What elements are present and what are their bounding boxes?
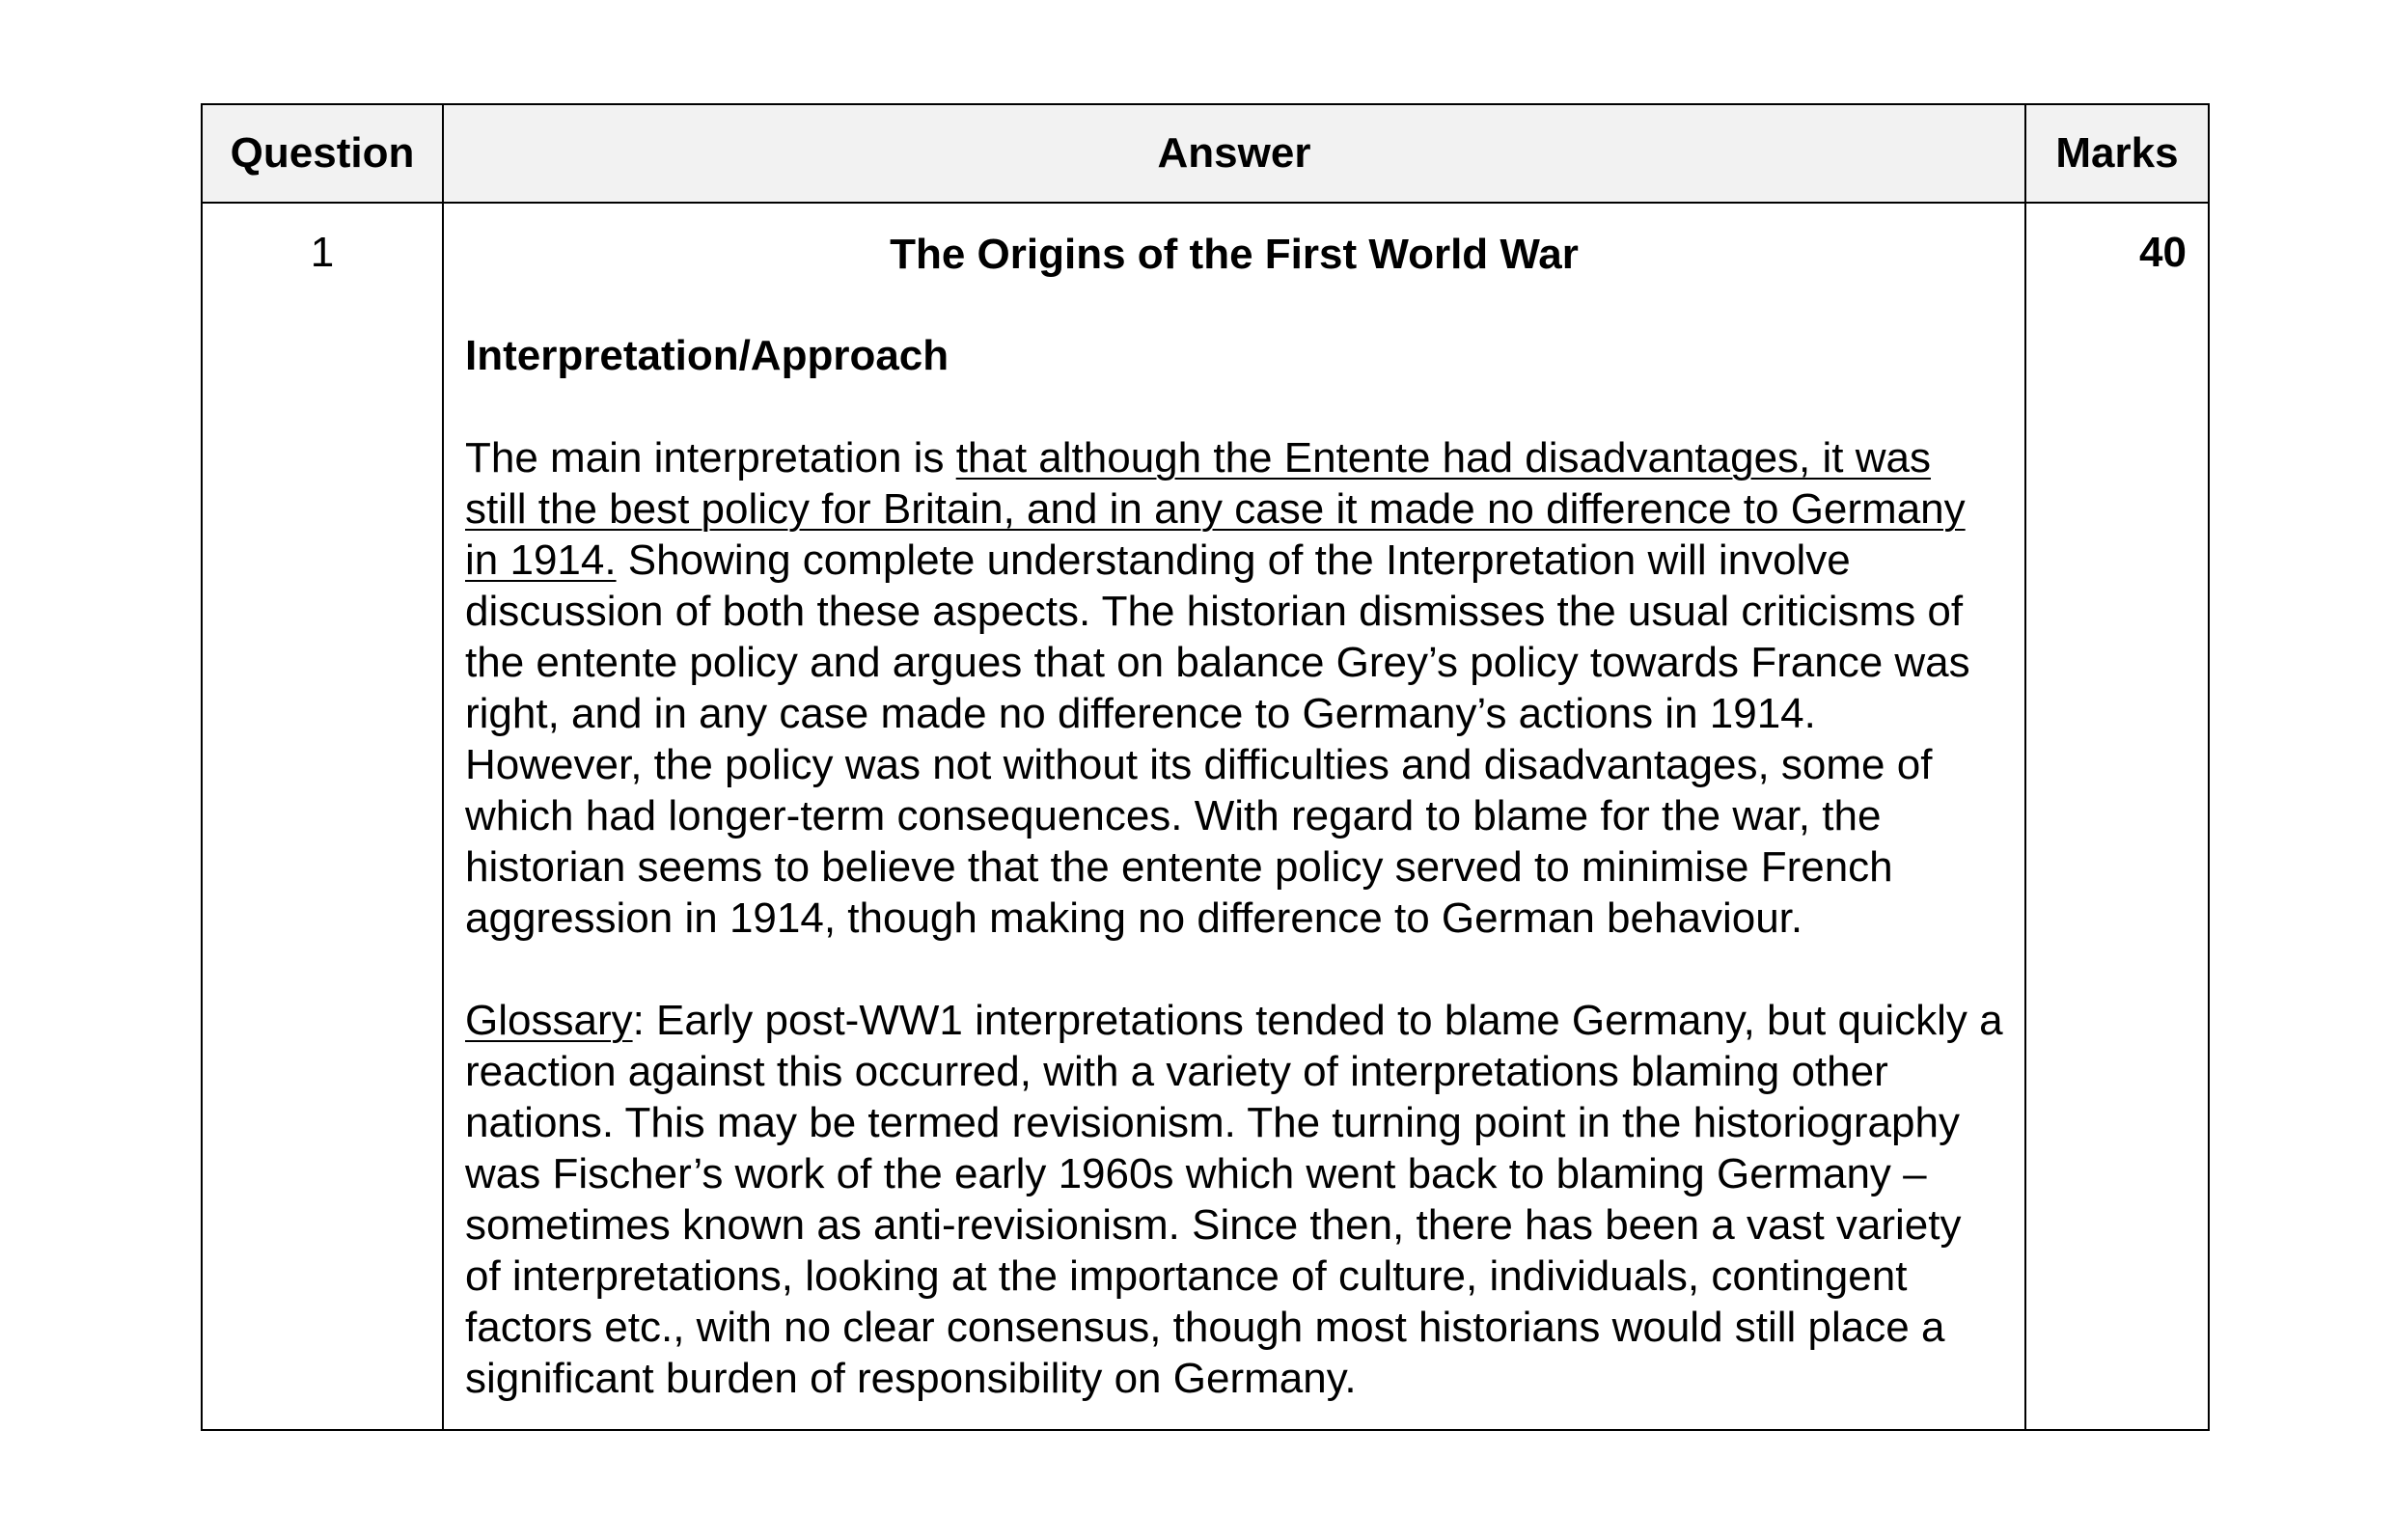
marks-header: Marks bbox=[2025, 104, 2209, 203]
answer-title: The Origins of the First World War bbox=[890, 231, 1579, 278]
question-number: 1 bbox=[202, 203, 443, 1430]
marks-value: 40 bbox=[2025, 203, 2209, 1430]
table-row bbox=[202, 203, 2209, 1430]
answer-header: Answer bbox=[443, 104, 2025, 203]
interpretation-lead: The main interpretation is bbox=[465, 434, 956, 481]
interpretation-paragraph bbox=[465, 432, 2003, 944]
question-header: Question bbox=[202, 104, 443, 203]
glossary-text: : Early post-WW1 interpretations tended to blame Germany, but quickly a reaction against this occurred, with a variety of interpretations blaming other nations. This may be termed revisionism. The turning point in the historiography was Fischer’s work of the early 1960s which went back to blaming Germany – sometimes known as anti-revisionism. Since then, there has been a vast variety of interpretations, looking at the importance of culture, individuals, contingent factors etc., with no clear consensus, though most historians would still place a significant burden of responsibility on Germany. bbox=[465, 997, 2003, 1402]
answer-cell bbox=[443, 203, 2025, 1430]
header-row bbox=[202, 104, 2209, 203]
answer-subheading: Interpretation/Approach bbox=[465, 332, 949, 379]
interpretation-rest: Showing complete understanding of the Interpretation will involve discussion of both these aspects. The historian dismisses the usual criticisms of the entente policy and argues that on balance Grey’s policy towards France was right, and in any case made no difference to Germany’s actions in 1914. However, the policy was not without its difficulties and disadvantages, some of which had longer-term consequences. With regard to blame for the war, the historian seems to believe that the entente policy served to minimise French aggression in 1914, though making no difference to German behaviour. bbox=[465, 536, 1970, 942]
interpretation-underlined: that although the Entente had disadvantages, it was still the best policy for Britain, and in any case it made no difference to Germany in 1914. bbox=[465, 434, 1966, 584]
mark-scheme-table bbox=[201, 103, 2210, 1431]
glossary-paragraph bbox=[465, 995, 2003, 1404]
glossary-label: Glossary bbox=[465, 997, 633, 1044]
